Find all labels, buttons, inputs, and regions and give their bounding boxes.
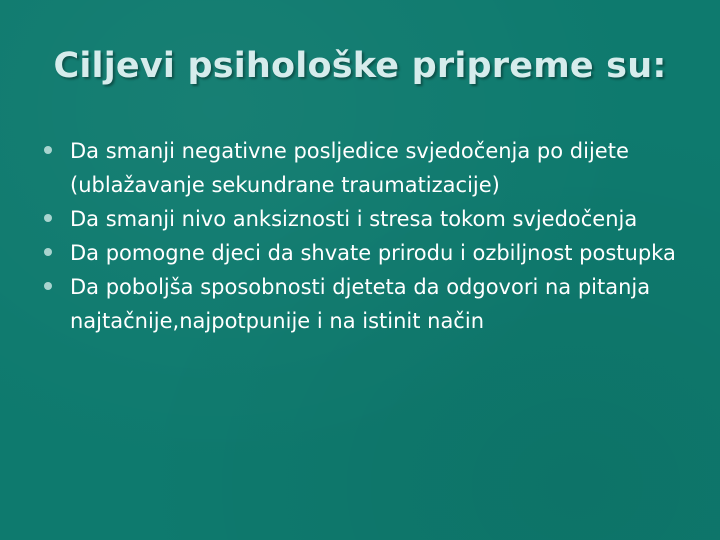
bullet-item [44,134,684,202]
bullet-icon [44,248,52,256]
bullet-icon [44,146,52,154]
slide-title: Ciljevi psihološke pripreme su: [53,46,667,86]
bullet-text: Da pomogne djeci da shvate prirodu i ozbiljnost postupka [70,241,676,265]
bullet-list [44,134,684,338]
bullet-item [44,202,684,236]
bullet-icon [44,214,52,222]
bullet-icon [44,282,52,290]
bullet-item [44,236,684,270]
bullet-text: Da poboljša sposobnosti djeteta da odgovori na pitanja najtačnije,najpotpunije i na istinit način [70,275,651,333]
bullet-item [44,270,684,338]
bullet-text: Da smanji negativne posljedice svjedočenja po dijete (ublažavanje sekundrane traumatizacije) [70,139,629,197]
bullet-text: Da smanji nivo anksiznosti i stresa tokom svjedočenja [70,207,638,231]
